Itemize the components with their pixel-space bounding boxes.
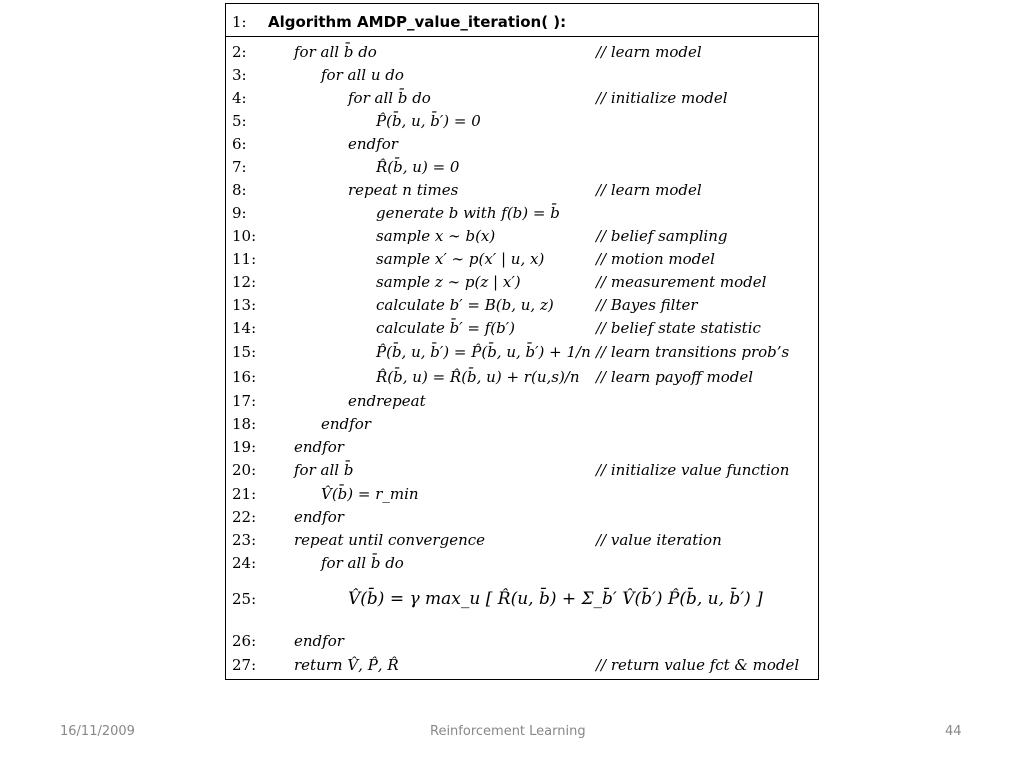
- line-code: R̂(b̄, u) = R̂(b̄, u) + r(u,s)/n: [376, 367, 580, 386]
- line-code: endrepeat: [348, 391, 426, 410]
- line-comment: // return value fct & model: [596, 655, 800, 674]
- line-number: 18:: [232, 414, 257, 433]
- line-number: 14:: [232, 318, 257, 337]
- line-number: 24:: [232, 553, 257, 572]
- line-number: 27:: [232, 655, 257, 674]
- algorithm-line: [226, 528, 818, 551]
- line-comment: // belief state statistic: [596, 318, 761, 337]
- algorithm-line: [226, 458, 818, 481]
- line-comment: // value iteration: [596, 530, 722, 549]
- line-comment: // Bayes filter: [596, 295, 698, 314]
- algorithm-line: [226, 178, 818, 201]
- line-code: for all b̄ do: [294, 42, 377, 61]
- footer-title: Reinforcement Learning: [430, 724, 586, 739]
- algorithm-box: [225, 3, 819, 680]
- header-divider: [226, 36, 818, 37]
- line-code: for all u do: [321, 65, 404, 84]
- line-code: for all b̄: [294, 460, 354, 479]
- algorithm-line: [226, 10, 818, 33]
- line-number: 13:: [232, 295, 257, 314]
- algorithm-line: [226, 201, 818, 224]
- line-code: P̂(b̄, u, b̄′) = P̂(b̄, u, b̄′) + 1/n: [376, 342, 591, 361]
- line-code: endfor: [294, 437, 344, 456]
- line-code: R̂(b̄, u) = 0: [376, 157, 460, 176]
- algorithm-title: Algorithm AMDP_value_iteration( ):: [268, 12, 567, 31]
- line-number: 2:: [232, 42, 247, 61]
- line-code: calculate b′ = B(b, u, z): [376, 295, 554, 314]
- line-number: 23:: [232, 530, 257, 549]
- line-number: 6:: [232, 134, 247, 153]
- footer-page-number: 44: [945, 724, 962, 739]
- algorithm-line: [226, 63, 818, 86]
- line-comment: // learn model: [596, 180, 702, 199]
- line-code: sample x ∼ b(x): [376, 226, 496, 245]
- line-number: 3:: [232, 65, 247, 84]
- line-code: sample z ∼ p(z | x′): [376, 272, 521, 291]
- line-code: repeat n times: [348, 180, 459, 199]
- line-number: 8:: [232, 180, 247, 199]
- line-number: 25:: [232, 590, 257, 608]
- algorithm-line: [226, 316, 818, 339]
- line-number: 1:: [232, 12, 247, 31]
- line-number: 5:: [232, 111, 247, 130]
- algorithm-line: [226, 629, 818, 652]
- line-comment: // learn model: [596, 42, 702, 61]
- line-number: 26:: [232, 631, 257, 650]
- line-comment: // measurement model: [596, 272, 767, 291]
- line-code: endfor: [348, 134, 398, 153]
- line-number: 20:: [232, 460, 257, 479]
- line-code: endfor: [321, 414, 371, 433]
- line-code: P̂(b̄, u, b̄′) = 0: [376, 111, 481, 130]
- algorithm-line: [226, 132, 818, 155]
- footer-date: 16/11/2009: [60, 724, 135, 739]
- algorithm-line: [226, 389, 818, 412]
- line-code: V̂(b̄) = γ max_u [ R̂(u, b̄) + Σ_b̄′ V̂(b̄′) P̂(b̄, u, b̄′) ]: [348, 589, 763, 609]
- algorithm-line: [226, 293, 818, 316]
- line-number: 19:: [232, 437, 257, 456]
- line-number: 16:: [232, 367, 257, 386]
- algorithm-line: [226, 576, 818, 622]
- algorithm-line: [226, 155, 818, 178]
- line-comment: // motion model: [596, 249, 715, 268]
- line-comment: // learn transitions prob’s: [596, 342, 790, 361]
- line-code: repeat until convergence: [294, 530, 486, 549]
- line-number: 11:: [232, 249, 257, 268]
- algorithm-line: [226, 270, 818, 293]
- line-number: 7:: [232, 157, 247, 176]
- algorithm-line: [226, 653, 818, 676]
- algorithm-line: [226, 435, 818, 458]
- line-number: 4:: [232, 88, 247, 107]
- line-code: return V̂, P̂, R̂: [294, 655, 399, 674]
- line-code: V̂(b̄) = r_min: [321, 484, 419, 503]
- algorithm-line: [226, 40, 818, 63]
- algorithm-line: [226, 224, 818, 247]
- line-number: 15:: [232, 342, 257, 361]
- algorithm-line: [226, 365, 818, 388]
- line-code: generate b with f(b) = b̄: [376, 203, 560, 222]
- algorithm-line: [226, 247, 818, 270]
- line-code: for all b̄ do: [348, 88, 431, 107]
- algorithm-line: [226, 505, 818, 528]
- algorithm-line: [226, 86, 818, 109]
- line-code: calculate b̄′ = f(b′): [376, 318, 515, 337]
- line-code: endfor: [294, 631, 344, 650]
- line-number: 10:: [232, 226, 257, 245]
- line-code: for all b̄ do: [321, 553, 404, 572]
- algorithm-line: [226, 482, 818, 505]
- line-number: 17:: [232, 391, 257, 410]
- algorithm-line: [226, 551, 818, 574]
- algorithm-line: [226, 412, 818, 435]
- line-number: 21:: [232, 484, 257, 503]
- line-code: sample x′ ∼ p(x′ | u, x): [376, 249, 545, 268]
- line-number: 22:: [232, 507, 257, 526]
- algorithm-line: [226, 109, 818, 132]
- line-comment: // belief sampling: [596, 226, 728, 245]
- line-comment: // learn payoff model: [596, 367, 754, 386]
- line-number: 12:: [232, 272, 257, 291]
- line-number: 9:: [232, 203, 247, 222]
- algorithm-line: [226, 340, 818, 363]
- line-comment: // initialize value function: [596, 460, 790, 479]
- line-code: endfor: [294, 507, 344, 526]
- line-comment: // initialize model: [596, 88, 728, 107]
